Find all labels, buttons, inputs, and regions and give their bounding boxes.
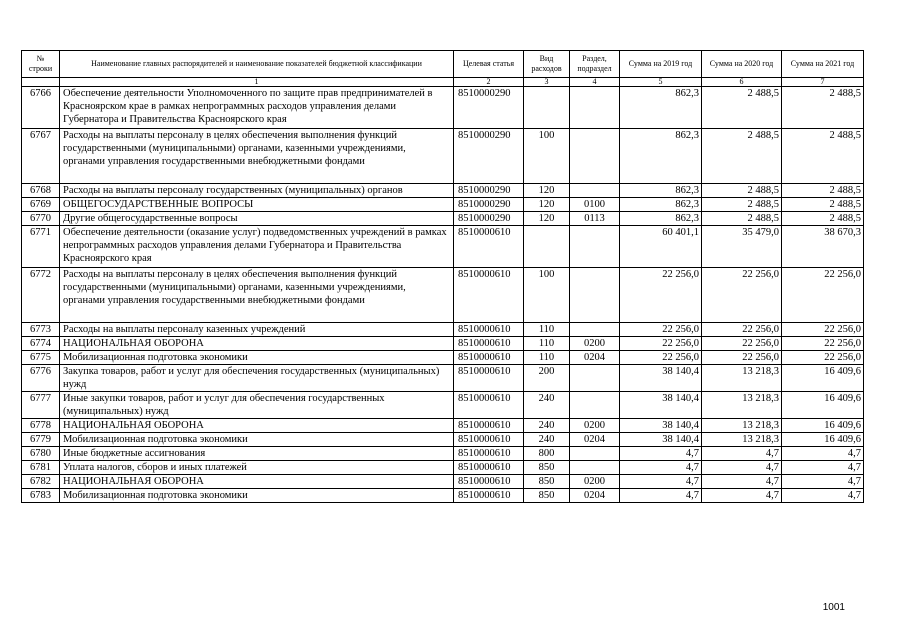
row-sum-2019: 22 256,0 [620, 337, 702, 351]
row-expense-type: 800 [524, 447, 570, 461]
column-number: 4 [570, 78, 620, 87]
row-target-code: 8510000290 [454, 198, 524, 212]
row-number: 6776 [22, 365, 60, 392]
row-number: 6772 [22, 268, 60, 323]
row-sum-2020: 22 256,0 [702, 337, 782, 351]
row-sum-2021: 4,7 [782, 489, 864, 503]
row-number: 6783 [22, 489, 60, 503]
row-expense-type: 120 [524, 184, 570, 198]
row-number: 6774 [22, 337, 60, 351]
row-target-code: 8510000610 [454, 392, 524, 419]
row-expense-type: 240 [524, 392, 570, 419]
row-number: 6769 [22, 198, 60, 212]
row-sum-2021: 22 256,0 [782, 268, 864, 323]
row-section: 0113 [570, 212, 620, 226]
row-section: 0204 [570, 489, 620, 503]
table-row [22, 461, 864, 475]
row-expense-type: 850 [524, 489, 570, 503]
row-number: 6782 [22, 475, 60, 489]
header-sum-2021: Сумма на 2021 год [782, 51, 864, 78]
row-name: Обеспечение деятельности (оказание услуг) подведомственных учреждений в рамках непрограммных расходов управления делами Губернатора и Правительства Красноярского края [60, 226, 454, 268]
row-sum-2021: 16 409,6 [782, 419, 864, 433]
table-row [22, 447, 864, 461]
row-name: Закупка товаров, работ и услуг для обеспечения государственных (муниципальных) нужд [60, 365, 454, 392]
header-section: Раздел, подраздел [570, 51, 620, 78]
budget-table [21, 50, 864, 503]
row-sum-2021: 16 409,6 [782, 433, 864, 447]
row-sum-2021: 38 670,3 [782, 226, 864, 268]
header-row-no: № строки [22, 51, 60, 78]
row-sum-2020: 4,7 [702, 447, 782, 461]
row-target-code: 8510000610 [454, 323, 524, 337]
row-section [570, 87, 620, 129]
row-number: 6771 [22, 226, 60, 268]
table-row [22, 365, 864, 392]
row-name: НАЦИОНАЛЬНАЯ ОБОРОНА [60, 475, 454, 489]
table-row [22, 475, 864, 489]
row-target-code: 8510000610 [454, 365, 524, 392]
row-sum-2019: 862,3 [620, 198, 702, 212]
row-name: Расходы на выплаты персоналу в целях обеспечения выполнения функций государственными (муниципальными) органами, казенными учреждениями, органами управления государственными внебюджетными фондами [60, 268, 454, 323]
row-section: 0204 [570, 433, 620, 447]
row-target-code: 8510000290 [454, 87, 524, 129]
row-target-code: 8510000610 [454, 419, 524, 433]
row-sum-2021: 22 256,0 [782, 351, 864, 365]
row-number: 6780 [22, 447, 60, 461]
row-sum-2019: 38 140,4 [620, 392, 702, 419]
row-name: Иные бюджетные ассигнования [60, 447, 454, 461]
row-sum-2020: 22 256,0 [702, 323, 782, 337]
row-expense-type: 110 [524, 323, 570, 337]
row-number: 6766 [22, 87, 60, 129]
table-row [22, 433, 864, 447]
row-section [570, 461, 620, 475]
column-number: 1 [60, 78, 454, 87]
row-sum-2019: 4,7 [620, 447, 702, 461]
row-expense-type: 120 [524, 212, 570, 226]
row-target-code: 8510000610 [454, 351, 524, 365]
row-target-code: 8510000290 [454, 184, 524, 198]
row-expense-type: 100 [524, 129, 570, 184]
row-sum-2021: 2 488,5 [782, 212, 864, 226]
row-sum-2021: 16 409,6 [782, 392, 864, 419]
row-target-code: 8510000610 [454, 475, 524, 489]
row-expense-type: 850 [524, 475, 570, 489]
row-number: 6779 [22, 433, 60, 447]
row-number: 6767 [22, 129, 60, 184]
row-name: Расходы на выплаты персоналу государственных (муниципальных) органов [60, 184, 454, 198]
row-number: 6781 [22, 461, 60, 475]
row-sum-2020: 2 488,5 [702, 184, 782, 198]
header-name: Наименование главных распорядителей и наименование показателей бюджетной классификации [60, 51, 454, 78]
row-number: 6768 [22, 184, 60, 198]
row-expense-type: 100 [524, 268, 570, 323]
table-row [22, 87, 864, 129]
row-expense-type: 240 [524, 433, 570, 447]
row-target-code: 8510000610 [454, 226, 524, 268]
table-row [22, 184, 864, 198]
row-expense-type [524, 226, 570, 268]
row-expense-type: 110 [524, 337, 570, 351]
row-sum-2019: 38 140,4 [620, 433, 702, 447]
row-sum-2019: 22 256,0 [620, 351, 702, 365]
header-sum-2020: Сумма на 2020 год [702, 51, 782, 78]
row-sum-2020: 13 218,3 [702, 392, 782, 419]
row-target-code: 8510000290 [454, 212, 524, 226]
row-number: 6778 [22, 419, 60, 433]
row-expense-type: 200 [524, 365, 570, 392]
table-row [22, 212, 864, 226]
row-target-code: 8510000610 [454, 489, 524, 503]
table-row [22, 419, 864, 433]
row-sum-2020: 2 488,5 [702, 212, 782, 226]
row-number: 6777 [22, 392, 60, 419]
row-name: Другие общегосударственные вопросы [60, 212, 454, 226]
row-name: Расходы на выплаты персоналу в целях обеспечения выполнения функций государственными (муниципальными) органами, казенными учреждениями, органами управления государственными внебюджетными фондами [60, 129, 454, 184]
row-section [570, 392, 620, 419]
row-sum-2019: 38 140,4 [620, 419, 702, 433]
row-sum-2019: 862,3 [620, 212, 702, 226]
row-section: 0100 [570, 198, 620, 212]
row-sum-2019: 22 256,0 [620, 323, 702, 337]
row-name: ОБЩЕГОСУДАРСТВЕННЫЕ ВОПРОСЫ [60, 198, 454, 212]
row-name: Мобилизационная подготовка экономики [60, 351, 454, 365]
table-body [22, 87, 864, 503]
row-number: 6773 [22, 323, 60, 337]
row-sum-2021: 2 488,5 [782, 198, 864, 212]
row-section [570, 129, 620, 184]
row-target-code: 8510000610 [454, 337, 524, 351]
header-target: Целевая статья [454, 51, 524, 78]
row-number: 6775 [22, 351, 60, 365]
row-sum-2019: 862,3 [620, 87, 702, 129]
row-sum-2020: 13 218,3 [702, 433, 782, 447]
row-sum-2019: 60 401,1 [620, 226, 702, 268]
row-name: Иные закупки товаров, работ и услуг для обеспечения государственных (муниципальных) нужд [60, 392, 454, 419]
row-sum-2020: 2 488,5 [702, 129, 782, 184]
row-name: Мобилизационная подготовка экономики [60, 433, 454, 447]
row-sum-2021: 22 256,0 [782, 337, 864, 351]
header-row [22, 51, 864, 78]
row-sum-2020: 2 488,5 [702, 87, 782, 129]
row-name: НАЦИОНАЛЬНАЯ ОБОРОНА [60, 337, 454, 351]
row-sum-2021: 4,7 [782, 461, 864, 475]
row-section [570, 323, 620, 337]
row-sum-2019: 38 140,4 [620, 365, 702, 392]
row-expense-type: 850 [524, 461, 570, 475]
row-sum-2021: 4,7 [782, 475, 864, 489]
row-expense-type [524, 87, 570, 129]
column-number-row [22, 78, 864, 87]
row-sum-2020: 4,7 [702, 475, 782, 489]
row-section [570, 226, 620, 268]
row-name: Мобилизационная подготовка экономики [60, 489, 454, 503]
header-expense-type: Вид расходов [524, 51, 570, 78]
page-number: 1001 [822, 602, 845, 613]
row-section [570, 447, 620, 461]
row-number: 6770 [22, 212, 60, 226]
table-row [22, 323, 864, 337]
row-sum-2021: 22 256,0 [782, 323, 864, 337]
column-number: 5 [620, 78, 702, 87]
column-number: 7 [782, 78, 864, 87]
row-section: 0200 [570, 419, 620, 433]
row-sum-2020: 4,7 [702, 489, 782, 503]
table-row [22, 129, 864, 184]
table-row [22, 489, 864, 503]
header-sum-2019: Сумма на 2019 год [620, 51, 702, 78]
row-sum-2020: 13 218,3 [702, 419, 782, 433]
row-sum-2019: 22 256,0 [620, 268, 702, 323]
row-sum-2019: 4,7 [620, 489, 702, 503]
row-name: Расходы на выплаты персоналу казенных учреждений [60, 323, 454, 337]
row-sum-2020: 35 479,0 [702, 226, 782, 268]
column-number: 6 [702, 78, 782, 87]
row-sum-2020: 4,7 [702, 461, 782, 475]
row-section: 0200 [570, 337, 620, 351]
row-sum-2020: 22 256,0 [702, 351, 782, 365]
row-sum-2020: 22 256,0 [702, 268, 782, 323]
row-sum-2020: 2 488,5 [702, 198, 782, 212]
row-target-code: 8510000610 [454, 268, 524, 323]
row-target-code: 8510000610 [454, 461, 524, 475]
row-name: Уплата налогов, сборов и иных платежей [60, 461, 454, 475]
row-expense-type: 120 [524, 198, 570, 212]
row-section: 0200 [570, 475, 620, 489]
row-name: НАЦИОНАЛЬНАЯ ОБОРОНА [60, 419, 454, 433]
table-row [22, 226, 864, 268]
row-sum-2019: 4,7 [620, 461, 702, 475]
row-sum-2020: 13 218,3 [702, 365, 782, 392]
row-section [570, 365, 620, 392]
row-sum-2021: 2 488,5 [782, 129, 864, 184]
row-expense-type: 240 [524, 419, 570, 433]
row-target-code: 8510000290 [454, 129, 524, 184]
table-row [22, 392, 864, 419]
table-row [22, 268, 864, 323]
column-number [22, 78, 60, 87]
column-number: 2 [454, 78, 524, 87]
row-name: Обеспечение деятельности Уполномоченного по защите прав предпринимателей в Красноярском крае в рамках непрограммных расходов управления делами Губернатора и Правительства Красноярского края [60, 87, 454, 129]
row-target-code: 8510000610 [454, 447, 524, 461]
row-sum-2019: 862,3 [620, 184, 702, 198]
row-sum-2021: 2 488,5 [782, 184, 864, 198]
table-row [22, 337, 864, 351]
row-sum-2019: 4,7 [620, 475, 702, 489]
row-expense-type: 110 [524, 351, 570, 365]
table-row [22, 198, 864, 212]
table-row [22, 351, 864, 365]
row-target-code: 8510000610 [454, 433, 524, 447]
row-section [570, 268, 620, 323]
row-sum-2021: 2 488,5 [782, 87, 864, 129]
row-sum-2021: 16 409,6 [782, 365, 864, 392]
row-sum-2019: 862,3 [620, 129, 702, 184]
row-section: 0204 [570, 351, 620, 365]
row-section [570, 184, 620, 198]
column-number: 3 [524, 78, 570, 87]
row-sum-2021: 4,7 [782, 447, 864, 461]
